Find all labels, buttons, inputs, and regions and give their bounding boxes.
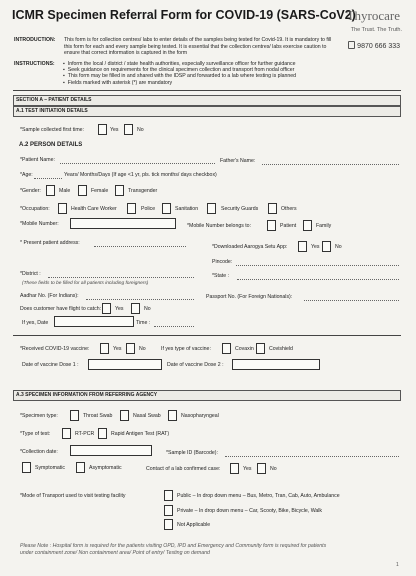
thyrocare-logo: Thyrocare — [346, 8, 400, 23]
rtpcr-label: RT-PCR — [75, 431, 95, 437]
intro-line: This form is for collection centres/ labs to enter details of the samples being tested for Covid-19. It is mandatory to fill — [64, 37, 332, 43]
sample-first-yes-checkbox[interactable] — [98, 124, 107, 135]
footer-note — [20, 543, 326, 557]
transgender-checkbox[interactable] — [115, 185, 124, 196]
rtpcr-checkbox[interactable] — [62, 428, 71, 439]
intro-label: INTRODUCTION: — [14, 37, 56, 43]
aarogya-no-label: No — [335, 244, 342, 250]
covishield-label: Covishield — [269, 346, 293, 352]
section-a2-title: A.2 PERSON DETAILS — [19, 142, 83, 148]
district-label: *District : — [20, 271, 41, 277]
state-label: *State : — [212, 273, 230, 279]
aadhar-field[interactable] — [86, 299, 194, 300]
passport-label: Passport No. (For Foreign Nationals): — [206, 294, 293, 300]
instruction-item: ▪ This form may be filled in and shared with the IDSP and forwarded to a lab where testing is planned — [63, 73, 296, 79]
aarogya-yes-label: Yes — [311, 244, 320, 250]
male-label: Male — [59, 188, 71, 194]
pincode-label: Pincode: — [212, 259, 233, 265]
vaccine-no-label: No — [139, 346, 146, 352]
pincode-field[interactable] — [236, 265, 399, 266]
page-number: 1 — [396, 562, 399, 568]
rat-label: Rapid Antigen Test (RAT) — [111, 431, 170, 437]
mobile-number-label: *Mobile Number: — [20, 221, 59, 227]
if-yes-date-label: If yes, Date — [22, 320, 49, 326]
collection-date-label: *Collection date: — [20, 449, 58, 455]
health-care-worker-label: Health Care Worker — [71, 206, 117, 212]
mobile-family-checkbox[interactable] — [303, 220, 312, 231]
patient-name-label: *Patient Name: — [20, 157, 55, 163]
fathers-name-field[interactable] — [262, 164, 399, 165]
others-label: Others — [281, 206, 297, 212]
instruction-item: ▪ Seek guidance on requirements for the clinical specimen collection and transport from nodal officer — [63, 67, 296, 73]
flight-no-label: No — [144, 306, 151, 312]
female-checkbox[interactable] — [78, 185, 87, 196]
symptomatic-label: Symptomatic — [35, 465, 65, 471]
rat-checkbox[interactable] — [98, 428, 107, 439]
aadhar-label: Aadhar No. (For Indians): — [20, 293, 79, 299]
sanitation-checkbox[interactable] — [162, 203, 171, 214]
nasopharyngeal-label: Nasopharyngeal — [181, 413, 219, 419]
contact-no-checkbox[interactable] — [257, 463, 266, 474]
sanitation-label: Sanitation — [175, 206, 199, 212]
dose1-label: Date of vaccine Dose 1 : — [22, 362, 79, 368]
male-checkbox[interactable] — [46, 185, 55, 196]
transport-public-checkbox[interactable] — [164, 490, 173, 501]
section-a1-title: A.1 TEST INITIATION DETAILS — [16, 108, 88, 114]
specimen-type-label: *Specimen type: — [20, 413, 58, 419]
female-label: Female — [91, 188, 109, 194]
aarogya-yes-checkbox[interactable] — [298, 241, 307, 252]
vaccine-yes-checkbox[interactable] — [100, 343, 109, 354]
aarogya-no-checkbox[interactable] — [322, 241, 331, 252]
type-of-test-label: *Type of test: — [20, 431, 51, 437]
intro-text — [64, 37, 331, 57]
police-checkbox[interactable] — [127, 203, 136, 214]
phone-icon — [348, 41, 355, 49]
flight-yes-checkbox[interactable] — [102, 303, 111, 314]
dose2-label: Date of vaccine Dose 2 : — [167, 362, 224, 368]
no-label: No — [137, 127, 144, 133]
throat-swab-checkbox[interactable] — [70, 410, 79, 421]
phone-number — [348, 41, 400, 50]
instructions-list — [63, 61, 296, 86]
instructions-label: INSTRUCTIONS: — [14, 61, 55, 67]
vaccine-yes-label: Yes — [113, 346, 122, 352]
age-field[interactable] — [34, 178, 62, 179]
sample-first-time-label: *Sample collected first time: — [20, 127, 85, 133]
district-field[interactable] — [48, 277, 194, 278]
gender-label: *Gender: — [20, 188, 41, 194]
vaccine-no-checkbox[interactable] — [126, 343, 135, 354]
intro-line: this form for each and every sample being tested. It is essential that the collection centres/ labs exercise caution to — [64, 43, 327, 50]
aarogya-label: *Downloaded Aarogya Setu App: — [212, 244, 288, 250]
nasopharyngeal-checkbox[interactable] — [168, 410, 177, 421]
time-label: Time : — [136, 320, 151, 326]
age-hint: Years/ Months/Days (If age <1 yr, pls. tick months/ days checkbox) — [64, 172, 217, 178]
nasal-swab-checkbox[interactable] — [120, 410, 129, 421]
transport-label: *Mode of Transport used to visit testing facility — [20, 493, 126, 499]
health-care-worker-checkbox[interactable] — [58, 203, 67, 214]
vaccine-type-label: If yes type of vaccine: — [161, 346, 211, 352]
throat-swab-label: Throat Swab — [83, 413, 113, 419]
dose1-date-field[interactable] — [88, 359, 162, 370]
asymptomatic-label: Asymptomatic — [89, 465, 122, 471]
intro-line: ensure that correct information is captured in the form — [64, 50, 188, 57]
sample-id-label: *Sample ID (Barcode): — [166, 450, 218, 456]
contact-yes-label: Yes — [243, 466, 252, 472]
occupation-label: *Occupation: — [20, 206, 50, 212]
footer-line: Please Note : Hospital form is required for the patients visiting OPD, IPD and Emergency and Community form is required for patients — [20, 543, 327, 549]
asymptomatic-checkbox[interactable] — [76, 462, 85, 473]
contact-no-label: No — [270, 466, 277, 472]
transport-private-label: Private – In drop down menu – Car, Scooty, Bike, Bicycle, Walk — [177, 508, 323, 514]
security-guards-label: Security Guards — [221, 206, 259, 212]
transgender-label: Transgender — [128, 188, 158, 194]
section-a-title: SECTION A – PATIENT DETAILS — [16, 97, 92, 103]
police-label: Police — [141, 206, 156, 212]
transport-na-label: Not Applicable — [177, 522, 211, 528]
covishield-checkbox[interactable] — [256, 343, 265, 354]
form-title: ICMR Specimen Referral Form for COVID-19 (SARS-CoV2) — [12, 8, 356, 22]
mobile-number-field[interactable] — [70, 218, 176, 229]
fathers-name-label: Father's Name: — [220, 158, 256, 164]
mobile-belongs-label: *Mobile Number belongs to: — [187, 223, 252, 229]
foreigner-note: (These fields to be filled for all patients including foreigners) — [22, 281, 149, 286]
vaccine-received-label: *Received COVID-19 vaccine: — [20, 346, 90, 352]
flight-date-field[interactable] — [54, 316, 134, 327]
flight-no-checkbox[interactable] — [131, 303, 140, 314]
divider — [13, 335, 401, 336]
flight-yes-label: Yes — [115, 306, 124, 312]
flight-label: Does customer have flight to catch: — [20, 306, 102, 312]
yes-label: Yes — [110, 127, 119, 133]
mobile-patient-checkbox[interactable] — [267, 220, 276, 231]
dose2-date-field[interactable] — [232, 359, 320, 370]
transport-public-label: Public – In drop down menu – Bus, Metro, Tran, Cab, Auto, Ambulance — [177, 493, 340, 499]
logo-tagline: The Trust. The Truth. — [350, 27, 402, 33]
symptomatic-checkbox[interactable] — [22, 462, 31, 473]
transport-na-checkbox[interactable] — [164, 519, 173, 530]
age-label: *Age: — [20, 172, 33, 178]
instruction-item: ▪ Inform the local / district / state health authorities, especially surveillance officer for further guidance — [63, 61, 296, 67]
contact-yes-checkbox[interactable] — [230, 463, 239, 474]
family-label: Family — [316, 223, 332, 229]
sample-id-field[interactable] — [225, 456, 399, 457]
footer-line: under containment zone/ Non containment area/ Point of entry/ Testing on demand — [20, 550, 210, 556]
collection-date-field[interactable] — [70, 445, 152, 456]
others-checkbox[interactable] — [268, 203, 277, 214]
flight-time-field[interactable] — [154, 326, 194, 327]
divider — [13, 90, 401, 91]
patient-label: Patient — [280, 223, 297, 229]
contact-case-label: Contact of a lab confirmed case: — [146, 466, 221, 472]
nasal-swab-label: Nasal Swab — [133, 413, 161, 419]
present-address-label: * Present patient address: — [20, 240, 80, 246]
address-field[interactable] — [94, 246, 186, 247]
section-a3-title: A.3 SPECIMEN INFORMATION FROM REFERRING AGENCY — [16, 392, 158, 398]
instruction-item: ▪ Fields marked with asterisk (*) are mandatory — [63, 80, 296, 86]
transport-private-checkbox[interactable] — [164, 505, 173, 516]
covaxin-label: Covaxin — [235, 346, 254, 352]
phone-text: 9870 666 333 — [357, 43, 400, 50]
security-guards-checkbox[interactable] — [207, 203, 216, 214]
sample-first-no-checkbox[interactable] — [124, 124, 133, 135]
passport-field[interactable] — [304, 300, 399, 301]
patient-name-field[interactable] — [60, 163, 215, 164]
state-field[interactable] — [237, 279, 399, 280]
covaxin-checkbox[interactable] — [222, 343, 231, 354]
